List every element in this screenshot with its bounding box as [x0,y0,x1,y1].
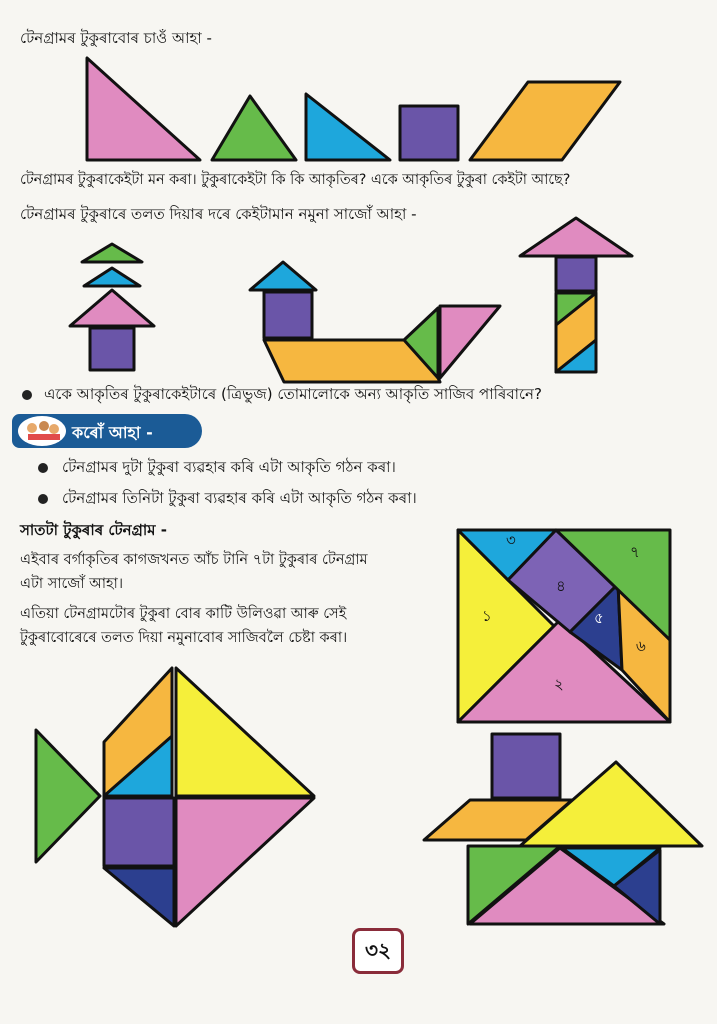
tangram-label-6: ৬ [636,637,646,655]
fish-tail [36,730,100,862]
line-question: টেনগ্ৰামৰ টুকুৰাকেইটা মন কৰা। টুকুৰাকেইটা কি কি আকৃতিৰ? একে আকৃতিৰ টুকুৰা কেইটা আছে? [20,172,571,188]
tangram-label-3: ৩ [506,531,516,549]
line-samples: টেনগ্ৰামৰ টুকুৰাৰে তলত দিয়াৰ দৰে কেইটামান নমুনা সাজোঁ আহা - [20,205,417,223]
piece-small-triangle [306,94,390,160]
pillar-square [556,257,596,291]
paragraph-line: এটা সাজোঁ আহা। [20,576,124,592]
piece-parallelogram [470,82,620,160]
tower-top-triangle [82,244,142,262]
fish-yellow [176,668,314,796]
line-intro: টেনগ্ৰামৰ টুকুৰাবোৰ চাওঁ আহা - [20,29,212,47]
fish-purple [104,798,174,866]
paragraph-line: এইবাৰ বৰ্গাকৃতিৰ কাগজখনত আঁচ টানি ৭টা টুকুৰাৰ টেনগ্ৰাম [20,552,368,568]
piece-square [400,106,458,160]
tangram-label-7: ৭ [630,543,640,561]
fish-pink [176,798,314,926]
house-chimney [492,734,560,798]
piece-large-triangle [87,58,200,160]
line-two-pieces: টেনগ্ৰামৰ দুটা টুকুৰা ব্যৱহাৰ কৰি এটা আকৃতি গঠন কৰা। [62,458,396,476]
boat-flag [250,262,316,290]
piece-medium-triangle [212,96,296,160]
tangram-label-2: ২ [554,675,564,693]
tangram-label-4: ৪ [556,577,566,595]
section-heading: সাতটা টুকুৰাৰ টেনগ্ৰাম - [20,521,167,539]
paragraph-line: এতিয়া টেনগ্ৰামটোৰ টুকুৰা বোৰ কাটি উলিওৱা আৰু সেই [20,606,347,622]
tower-mid-triangle [84,268,140,286]
tower-roof [70,290,154,326]
line-triangle-question: একে আকৃতিৰ টুকুৰাকেইটাৰে (ত্ৰিভুজ) তোমালোকে অন্য আকৃতি সাজিব পাৰিবানে? [44,385,542,403]
tower-base [90,328,134,370]
boat-cabin [264,292,312,338]
tangram-label-1: ১ [482,607,492,625]
activity-title: কৰোঁ আহা - [72,423,153,442]
pillar-arrow-head [520,218,632,256]
fish-navy [104,868,174,926]
tangram-label-5: ৫ [594,609,604,627]
page-number: ৩২ [364,938,391,962]
boat-sail-pink [440,306,500,378]
paragraph-line: টুকুৰাবোৰেৰে তলত দিয়া নমুনাবোৰ সাজিবলৈ চেষ্টা কৰা। [20,630,348,646]
line-three-pieces: টেনগ্ৰামৰ তিনিটা টুকুৰা ব্যৱহাৰ কৰি এটা আকৃতি গঠন কৰা। [62,489,417,507]
